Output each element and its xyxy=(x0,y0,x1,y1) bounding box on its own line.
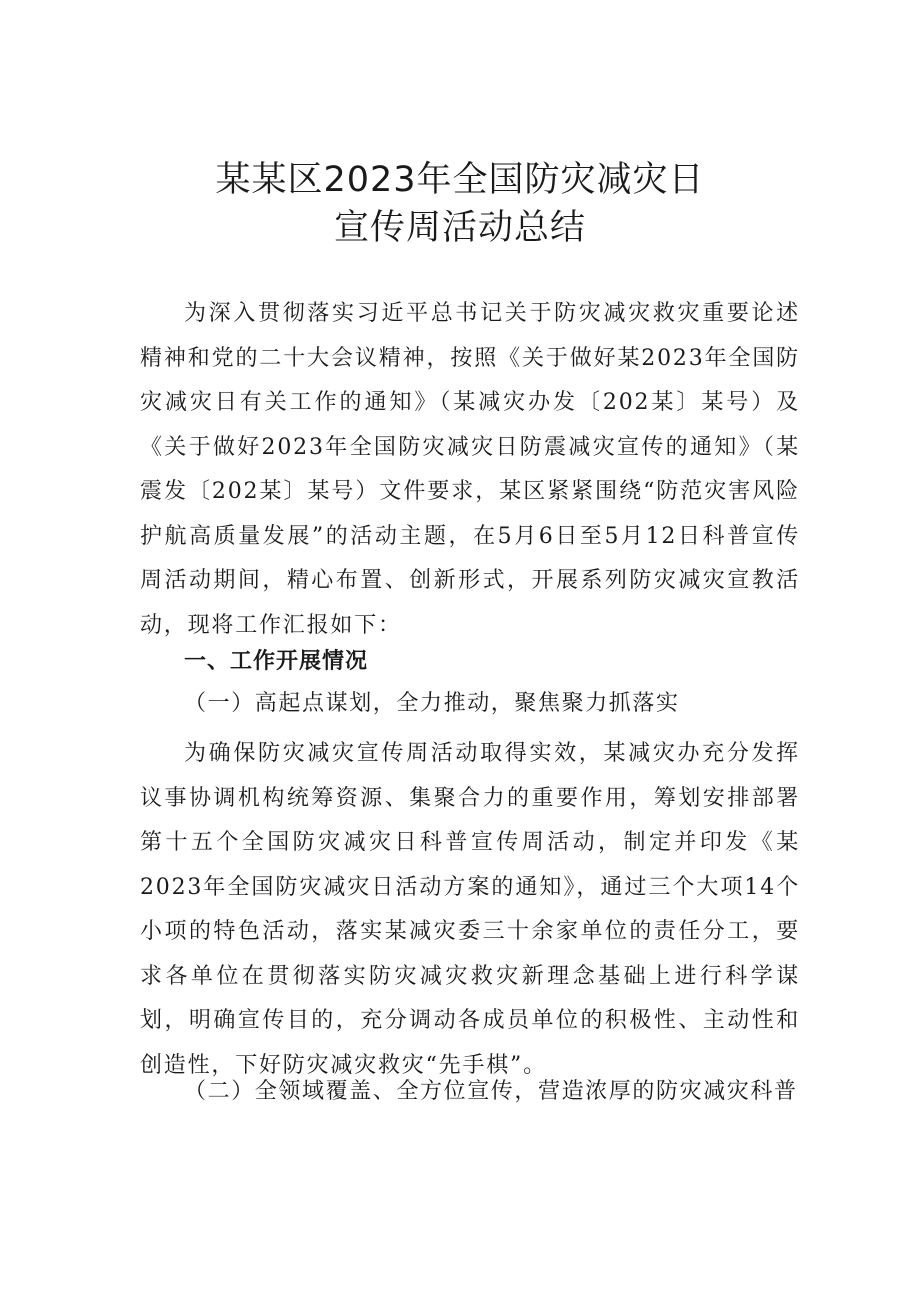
document-title-line2: 宣传周活动总结 xyxy=(333,208,586,248)
subsection-heading-2: （二）全领域覆盖、全方位宣传，营造浓厚的防灾减灾科普 xyxy=(184,1079,798,1104)
intro-paragraph: 为深入贯彻落实习近平总书记关于防灾减灾救灾重要论述精神和党的二十大会议精神，按照《关于做好某2023年全国防灾减灾日有关工作的通知》（某减灾办发〔202某〕某号）及《关于做好2023年全国防灾减灾日防震减灾宣传的通知》（某震发〔202某〕某号）文件要求，某区紧紧围绕“防范灾害风险护航高质量发展”的活动主题，在5月6日至5月12日科普宣传周活动期间，精心布置、创新形式，开展系列防灾减灾宣教活动，现将工作汇报如下： xyxy=(140,301,800,638)
subsection-1-paragraph: 为确保防灾减灾宣传周活动取得实效，某减灾办充分发挥议事协调机构统筹资源、集聚合力的重要作用，筹划安排部署第十五个全国防灾减灾日科普宣传周活动，制定并印发《某2023年全国防灾减灾日活动方案的通知》，通过三个大项14个小项的特色活动，落实某减灾委三十余家单位的责任分工，要求各单位在贯彻落实防灾减灾救灾新理念基础上进行科学谋划，明确宣传目的，充分调动各成员单位的积极性、主动性和创造性，下好防灾减灾救灾“先手棋”。 xyxy=(140,741,800,1078)
section-heading-work-status: 一、工作开展情况 xyxy=(184,649,369,674)
document-title-line1: 某某区2023年全国防灾减灾日 xyxy=(215,160,705,200)
subsection-heading-1: （一）高起点谋划，全力推动，聚焦聚力抓落实 xyxy=(184,691,680,716)
